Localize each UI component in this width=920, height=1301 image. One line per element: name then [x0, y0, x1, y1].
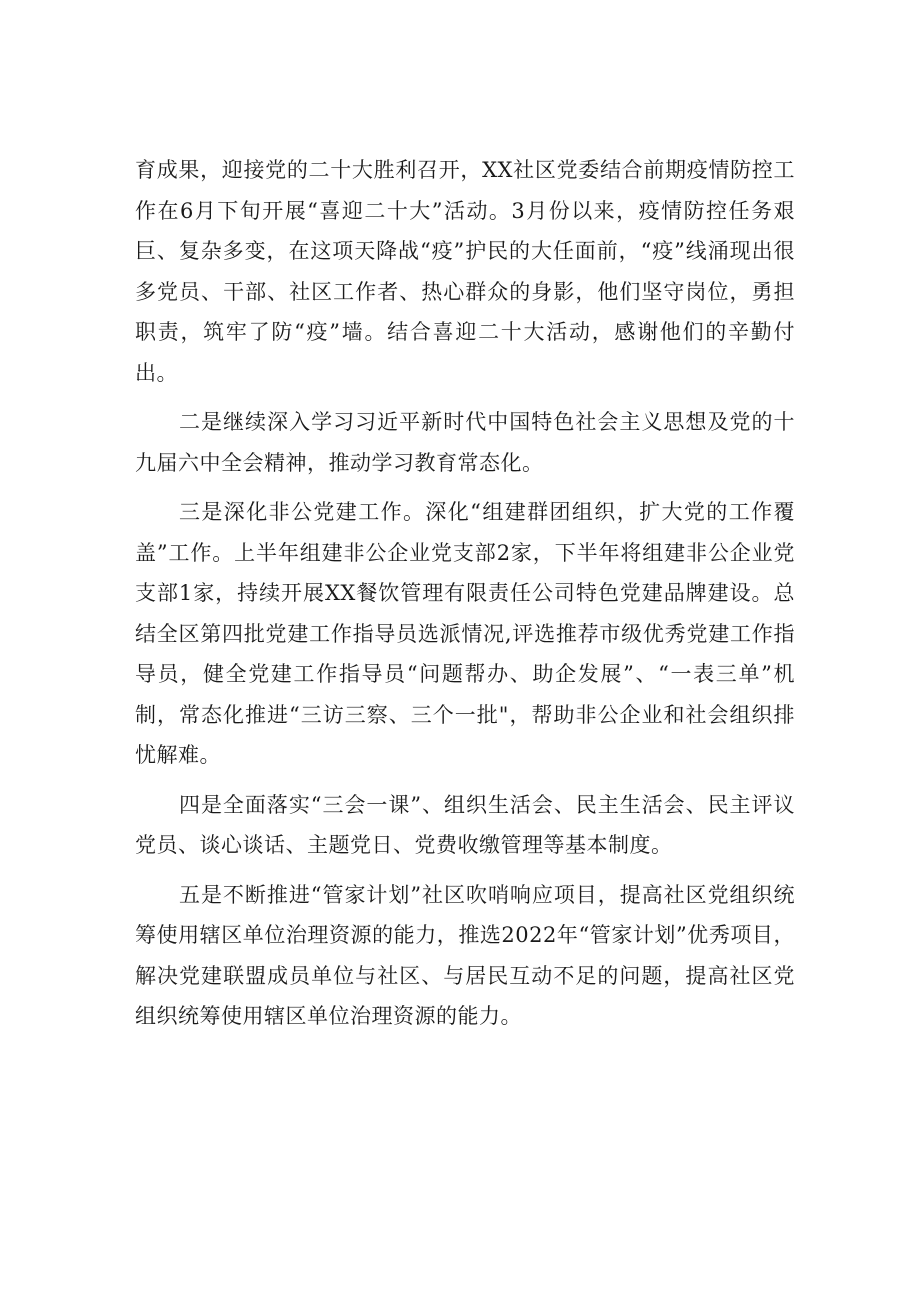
paragraph-5: 五是不断推进“管家计划”社区吹哨响应项目，提高社区党组织统筹使用辖区单位治理资源的能力，推选2022年“管家计划”优秀项目，解决党建联盟成员单位与社区、与居民互动不足的问题，提高社区党组织统筹使用辖区单位治理资源的能力。 — [135, 882, 795, 1028]
document-body — [135, 150, 795, 1046]
paragraph-4: 四是全面落实“三会一课”、组织生活会、民主生活会、民主评议党员、谈心谈话、主题党日、党费收缴管理等基本制度。 — [135, 792, 795, 857]
paragraph-3: 三是深化非公党建工作。深化“组建群团组织，扩大党的工作覆盖”工作。上半年组建非公企业党支部2家，下半年将组建非公企业党支部1家，持续开展XX餐饮管理有限责任公司特色党建品牌建设。总结全区第四批党建工作指导员选派情况,评选推荐市级优秀党建工作指导员，健全党建工作指导员“问题帮办、助企发展”、“一表三单”机制，常态化推进“三访三察、三个一批"，帮助非公企业和社会组织排忧解难。 — [135, 500, 795, 767]
paragraph-1: 育成果，迎接党的二十大胜利召开，XX社区党委结合前期疫情防控工作在6月下旬开展“喜迎二十大”活动。3月份以来，疫情防控任务艰巨、复杂多变，在这项天降战“疫”护民的大任面前，“疫”线涌现出很多党员、干部、社区工作者、热心群众的身影，他们坚守岗位，勇担职责，筑牢了防“疫”墙。结合喜迎二十大活动，感谢他们的辛勤付出。 — [135, 158, 795, 385]
paragraph-2: 二是继续深入学习习近平新时代中国特色社会主义思想及党的十九届六中全会精神，推动学习教育常态化。 — [135, 410, 795, 475]
